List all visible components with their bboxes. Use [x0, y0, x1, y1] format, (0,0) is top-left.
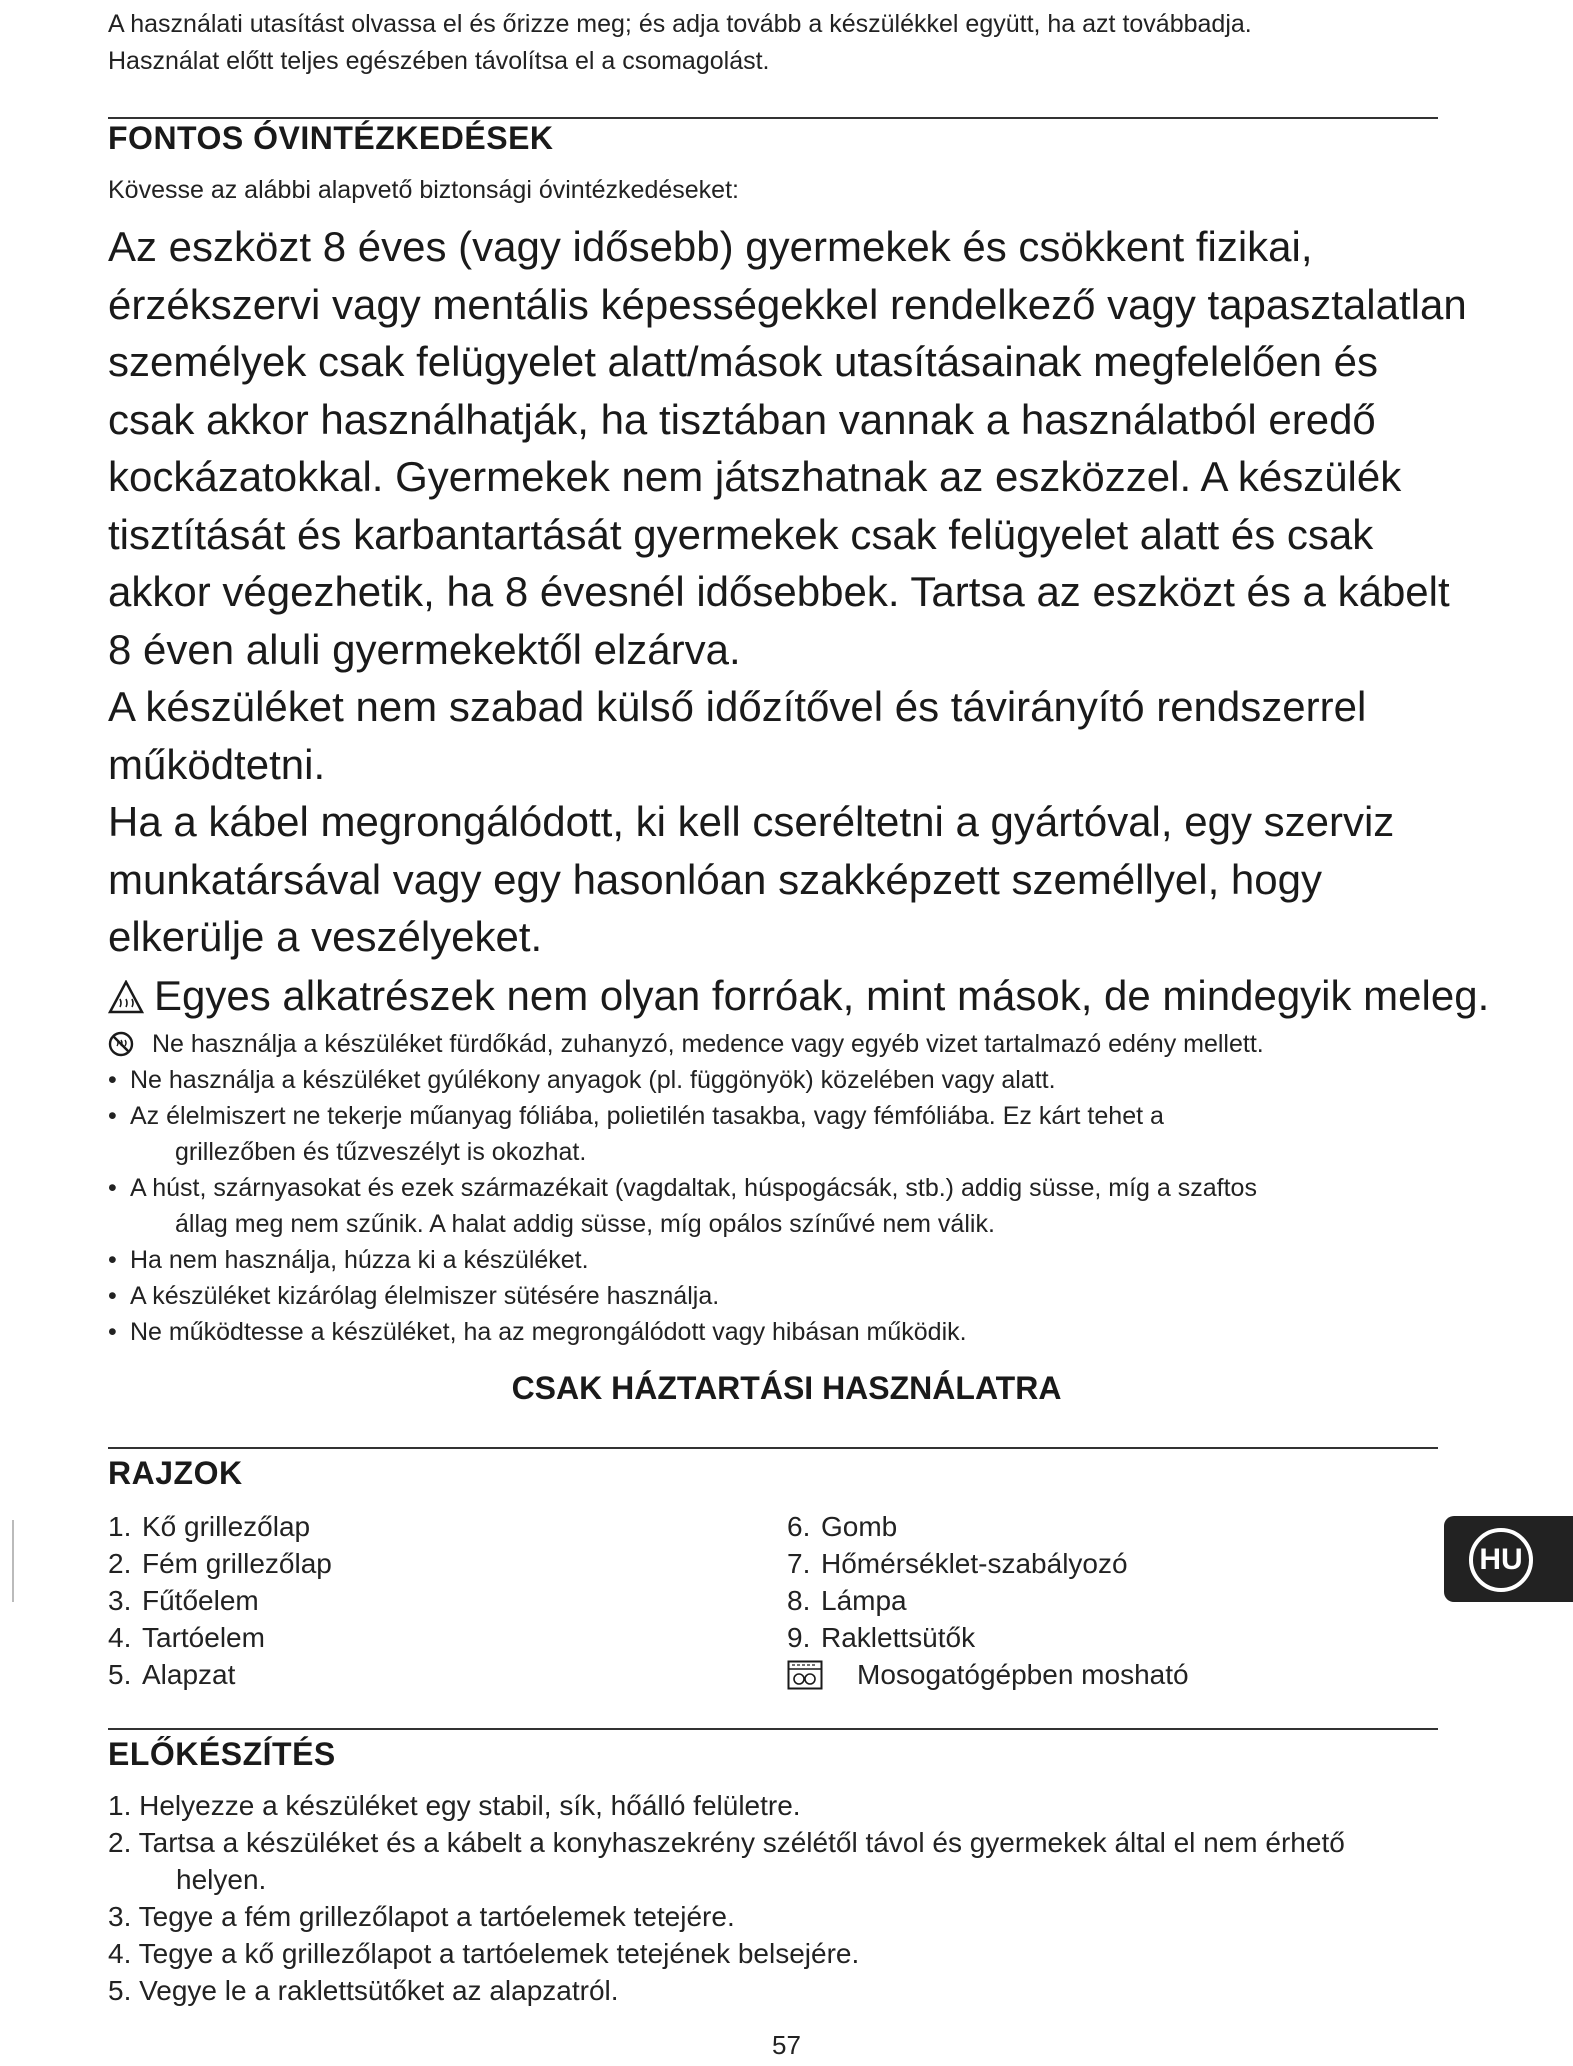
step-continuation: helyen. — [176, 1864, 267, 1895]
bullet-mark: • — [108, 1066, 117, 1094]
bullet-continuation: állag meg nem szűnik. A halat addig süsse, míg opálos színűvé nem válik. — [175, 1210, 995, 1238]
step-item: 1. Helyezze a készüléket egy stabil, sík, hőálló felületre. — [108, 1790, 801, 1821]
preparation-heading: ELŐKÉSZÍTÉS — [108, 1736, 336, 1772]
list-item: 6. Gomb — [787, 1511, 898, 1542]
hot-surface-icon — [108, 974, 144, 1008]
safety-bullets — [108, 1062, 1438, 1350]
drawings-heading: RAJZOK — [108, 1455, 243, 1491]
intro-line: A használati utasítást olvassa el és őrizze meg; és adja tovább a készülékkel együtt, ha azt továbbadja. — [108, 10, 1252, 38]
step-item: 5. Vegye le a raklettsütőket az alapzatról. — [108, 1975, 619, 2006]
step-item: 3. Tegye a fém grillezőlapot a tartóelemek tetejére. — [108, 1901, 735, 1932]
list-item: 2. Fém grillezőlap — [108, 1548, 332, 1579]
bullet-item: • Ne működtesse a készüléket, ha az megrongálódott vagy hibásan működik. — [108, 1314, 1438, 1350]
bullet-mark: • — [108, 1282, 117, 1310]
bullet-mark: • — [108, 1318, 117, 1346]
list-item: 4. Tartóelem — [108, 1622, 265, 1653]
safety-paragraph: Ha a kábel megrongálódott, ki kell cseréltetni a gyártóval, egy szerviz munkatársával vagy egy hasonlóan szakképzett személlyel, hogy elkerülje a veszélyeket. — [108, 798, 1395, 960]
safety-paragraph: A készüléket nem szabad külső időzítővel és távirányító rendszerrel működtetni. — [108, 683, 1367, 788]
language-tab — [1444, 1516, 1573, 1602]
no-water-icon — [108, 1031, 134, 1057]
list-item: 5. Alapzat — [108, 1659, 236, 1690]
preparation-steps — [108, 1787, 1438, 2009]
drawings-list-right — [787, 1508, 1189, 1693]
bullet-item: • A húst, szárnyasokat és ezek származékait (vagdaltak, húspogácsák, stb.) addig süsse, míg a szaftos — [108, 1170, 1438, 1206]
divider — [108, 1447, 1438, 1449]
bullet-continuation: grillezőben és tűzveszélyt is okozhat. — [175, 1138, 587, 1166]
list-item: 8. Lámpa — [787, 1585, 907, 1616]
dishwasher-item — [787, 1656, 1189, 1693]
page-number: 57 — [772, 2030, 801, 2060]
divider — [108, 1728, 1438, 1730]
intro-line: Használat előtt teljes egészében távolítsa el a csomagolást. — [108, 47, 770, 75]
step-item: 2. Tartsa a készüléket és a kábelt a konyhaszekrény szélétől távol és gyermekek által el nem érhető — [108, 1827, 1345, 1858]
safety-main-text — [108, 218, 1468, 966]
bullet-item: • Az élelmiszert ne tekerje műanyag fóliába, polietilén tasakba, vagy fémfóliába. Ez kárt tehet a — [108, 1098, 1438, 1134]
dishwasher-label: Mosogatógépben mosható — [857, 1659, 1189, 1690]
household-only-heading: CSAK HÁZTARTÁSI HASZNÁLATRA — [511, 1370, 1062, 1406]
intro — [108, 6, 1252, 80]
list-item: 7. Hőmérséklet-szabályozó — [787, 1548, 1128, 1579]
safety-heading: FONTOS ÓVINTÉZKEDÉSEK — [108, 120, 554, 156]
margin-line — [12, 1520, 14, 1602]
bullet-item: • A készüléket kizárólag élelmiszer sütésére használja. — [108, 1278, 1438, 1314]
bullet-mark: • — [108, 1102, 117, 1130]
hot-surface-warning — [108, 970, 1489, 1022]
hot-surface-text: Egyes alkatrészek nem olyan forróak, mint mások, de mindegyik meleg. — [154, 972, 1490, 1019]
list-item: 9. Raklettsütők — [787, 1622, 976, 1653]
list-item: 3. Fűtőelem — [108, 1585, 259, 1616]
dishwasher-icon — [787, 1660, 823, 1690]
water-warning-text: Ne használja a készüléket fürdőkád, zuhanyzó, medence vagy egyéb vizet tartalmazó edény mellett. — [152, 1030, 1264, 1058]
step-item: 4. Tegye a kő grillezőlapot a tartóelemek tetejének belsejére. — [108, 1938, 860, 1969]
safety-paragraph: Az eszközt 8 éves (vagy idősebb) gyermekek és csökkent fizikai, érzékszervi vagy mentális képességekkel rendelkező vagy tapasztalatlan személyek csak felügyelet alatt/mások utasításainak megfelelően és csak akkor használhatják, ha tisztában vannak a használatból eredő kockázatokkal. Gyermekek nem játszhatnak az eszközzel. A készülék tisztítását és karbantartását gyermekek csak felügyelet alatt és csak akkor végezhetik, ha 8 évesnél idősebbek. Tartsa az eszközt és a kábelt 8 éven aluli gyermekektől elzárva. — [108, 223, 1467, 673]
water-warning — [108, 1026, 1438, 1062]
bullet-item: • Ne használja a készüléket gyúlékony anyagok (pl. függönyök) közelében vagy alatt. — [108, 1062, 1438, 1098]
safety-subheading: Kövesse az alábbi alapvető biztonsági óvintézkedéseket: — [108, 176, 739, 204]
language-tab-label: HU — [1469, 1528, 1533, 1592]
bullet-item: • Ha nem használja, húzza ki a készüléket. — [108, 1242, 1438, 1278]
bullet-mark: • — [108, 1174, 117, 1202]
bullet-mark: • — [108, 1246, 117, 1274]
divider — [108, 117, 1438, 119]
list-item: 1. Kő grillezőlap — [108, 1511, 311, 1542]
drawings-list-left — [108, 1508, 332, 1693]
